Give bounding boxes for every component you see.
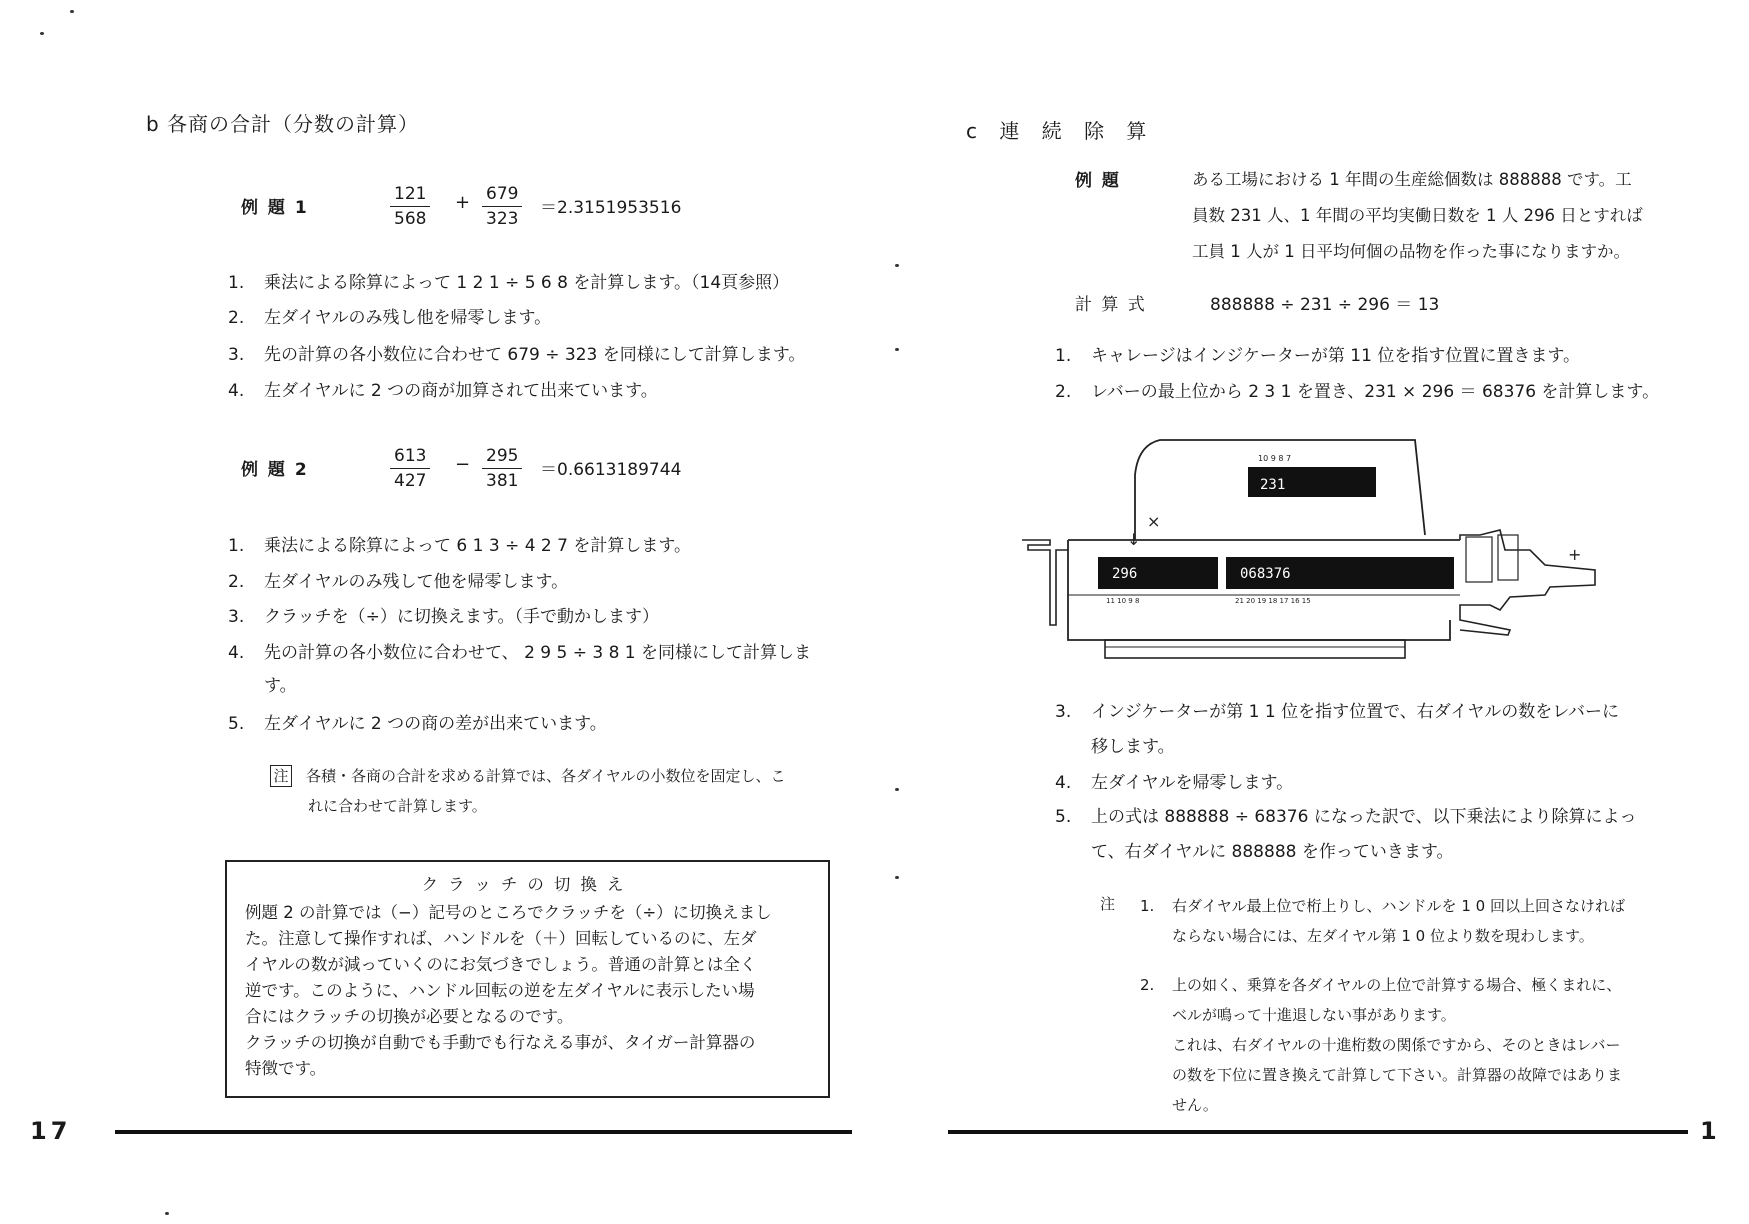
- clutch-line: 逆です。このように、ハンドル回転の逆を左ダイヤルに表示したい場: [245, 981, 755, 1000]
- calculator-main-body: [1068, 540, 1450, 640]
- ex1-result: ＝2.3151953516: [540, 198, 682, 218]
- right-step: 5. 上の式は 888888 ÷ 68376 になった訳で、以下乗法により除算によっ: [1055, 807, 1637, 827]
- ex2-step: 5. 左ダイヤルに 2 つの商の差が出来ています。: [228, 714, 607, 734]
- clutch-line: クラッチの切換が自動でも手動でも行なえる事が、タイガー計算器の: [245, 1033, 756, 1052]
- example-2-label: 例 題 2: [241, 460, 309, 480]
- right-step: 4. 左ダイヤルを帰零します。: [1055, 773, 1294, 793]
- right-step: 2. レバーの最上位から 2 3 1 を置き、231 × 296 ＝ 68376 を計算します。: [1055, 382, 1660, 402]
- ex1-fraction-2: [482, 184, 522, 229]
- right-step: 1. キャレージはインジケーターが第 11 位を指す位置に置きます。: [1055, 346, 1580, 366]
- ex2-step: 1. 乗法による除算によって 6 1 3 ÷ 4 2 7 を計算します。: [228, 536, 692, 556]
- page-number-left: 17: [30, 1117, 72, 1145]
- ex2-result: ＝0.6613189744: [540, 460, 682, 480]
- example-label: 例 題: [1075, 171, 1121, 191]
- clutch-info-box: [225, 860, 830, 1098]
- ex2-f2-numerator: 295: [482, 446, 522, 469]
- right-step: 3. インジケーターが第 1 1 位を指す位置で、右ダイヤルの数をレバーに: [1055, 702, 1620, 722]
- ex2-f2-denominator: 381: [486, 471, 519, 491]
- formula: 888888 ÷ 231 ÷ 296 ＝ 13: [1210, 295, 1440, 315]
- ex2-step: 4. 先の計算の各小数位に合わせて、 2 9 5 ÷ 3 8 1 を同様にして計算しま: [228, 643, 812, 663]
- example-line: 員数 231 人、1 年間の平均実働日数を 1 人 296 日とすれば: [1192, 206, 1643, 225]
- ex1-f2-numerator: 679: [482, 184, 522, 207]
- example-1-label: 例 題 1: [241, 198, 309, 218]
- scan-speck: [40, 32, 44, 35]
- right-step: 移します。: [1091, 737, 1175, 757]
- top-display-value: 231: [1260, 477, 1286, 493]
- scan-speck: [895, 348, 899, 351]
- right-display-value: 068376: [1240, 566, 1291, 582]
- calculator-left-bracket: [1022, 540, 1068, 625]
- clutch-line: 合にはクラッチの切換が必要となるのです。: [245, 1007, 574, 1026]
- scan-speck: [895, 876, 899, 879]
- footer-rule-right: [948, 1130, 1688, 1134]
- example-line: ある工場における 1 年間の生産総個数は 888888 です。工: [1192, 170, 1632, 189]
- ex1-step: 4. 左ダイヤルに 2 つの商が加算されて出来ています。: [228, 381, 658, 401]
- calculator-figure: [1020, 435, 1620, 675]
- scan-speck: [70, 10, 74, 13]
- ex2-fraction-1: [390, 446, 430, 491]
- section-heading-c: c 連 続 除 算: [966, 119, 1155, 143]
- clutch-line: 例題 2 の計算では（−）記号のところでクラッチを（÷）に切換えまし: [245, 903, 772, 922]
- scan-speck: [895, 788, 899, 791]
- ex2-operator: −: [455, 454, 471, 475]
- note-2: 2. 上の如く、乗算を各ダイヤルの上位で計算する場合、極くまれに、 ベルが鳴って十進退しない事があります。 これは、右ダイヤルの十進桁数の関係ですから、そのときはレバー の数を下位に置き換えて計算して下さい。計算器の故障ではありま せん。: [1140, 976, 1623, 1114]
- ex2-f1-denominator: 427: [394, 471, 427, 491]
- section-heading-b: b 各商の合計（分数の計算）: [146, 112, 420, 136]
- page-number-right: 1: [1700, 1117, 1717, 1145]
- ex1-step: 3. 先の計算の各小数位に合わせて 679 ÷ 323 を同様にして計算します。: [228, 345, 806, 365]
- ex1-step: 2. 左ダイヤルのみ残し他を帰零します。: [228, 308, 552, 328]
- note-mark: 注: [270, 765, 292, 787]
- scan-speck: [165, 1212, 169, 1215]
- indicator-arrow: ↓: [1127, 530, 1141, 549]
- calculator-handle-slot: [1498, 535, 1518, 580]
- example-line: 工員 1 人が 1 日平均何個の品物を作った事になりますか。: [1192, 242, 1630, 261]
- ex2-step: す。: [264, 676, 297, 696]
- calculator-handle-slot: [1466, 537, 1492, 582]
- ex2-f1-numerator: 613: [390, 446, 430, 469]
- right-step: て、右ダイヤルに 888888 を作っていきます。: [1091, 842, 1454, 862]
- ex1-operator: +: [455, 192, 471, 213]
- clutch-line: 特徴です。: [245, 1059, 327, 1078]
- ex2-step: 3. クラッチを（÷）に切換えます。（手で動かします）: [228, 607, 660, 627]
- note-line: れに合わせて計算します。: [308, 797, 487, 815]
- formula-label: 計 算 式: [1075, 295, 1147, 315]
- ex2-fraction-2: [482, 446, 522, 491]
- ex1-step: 1. 乗法による除算によって 1 2 1 ÷ 5 6 8 を計算します。（14頁参照）: [228, 273, 790, 293]
- left-display-value: 296: [1112, 566, 1138, 582]
- right-scale: 21 20 19 18 17 16 15: [1235, 597, 1311, 605]
- note-block: [270, 761, 786, 821]
- clutch-line: た。注意して操作すれば、ハンドルを（＋）回転しているのに、左ダ: [245, 929, 757, 948]
- times-mark: ×: [1147, 512, 1161, 531]
- note-1: 1. 右ダイヤル最上位で桁上りし、ハンドルを 1 0 回以上回さなければ ならない場合には、左ダイヤル第 1 0 位より数を現わします。: [1140, 897, 1625, 945]
- calculator-base: [1105, 640, 1405, 658]
- ex1-f2-denominator: 323: [486, 209, 519, 229]
- left-scale: 11 10 9 8: [1106, 597, 1140, 605]
- ex2-step: 2. 左ダイヤルのみ残して他を帰零します。: [228, 572, 569, 592]
- ex1-f1-numerator: 121: [390, 184, 430, 207]
- clutch-line: イヤルの数が減っていくのにお気づきでしょう。普通の計算とは全く: [245, 955, 757, 974]
- note-line: 各積・各商の合計を求める計算では、各ダイヤルの小数位を固定し、こ: [306, 767, 786, 785]
- footer-rule-left: [115, 1130, 852, 1134]
- example-text: [1192, 162, 1643, 270]
- top-scale: 10 9 8 7: [1258, 454, 1292, 463]
- ex1-f1-denominator: 568: [394, 209, 427, 229]
- clutch-box-title: クラッチの切換え: [421, 875, 634, 894]
- plus-mark: +: [1568, 545, 1582, 564]
- notes-label: 注: [1100, 895, 1116, 913]
- scan-speck: [895, 264, 899, 267]
- ex1-fraction-1: [390, 184, 430, 229]
